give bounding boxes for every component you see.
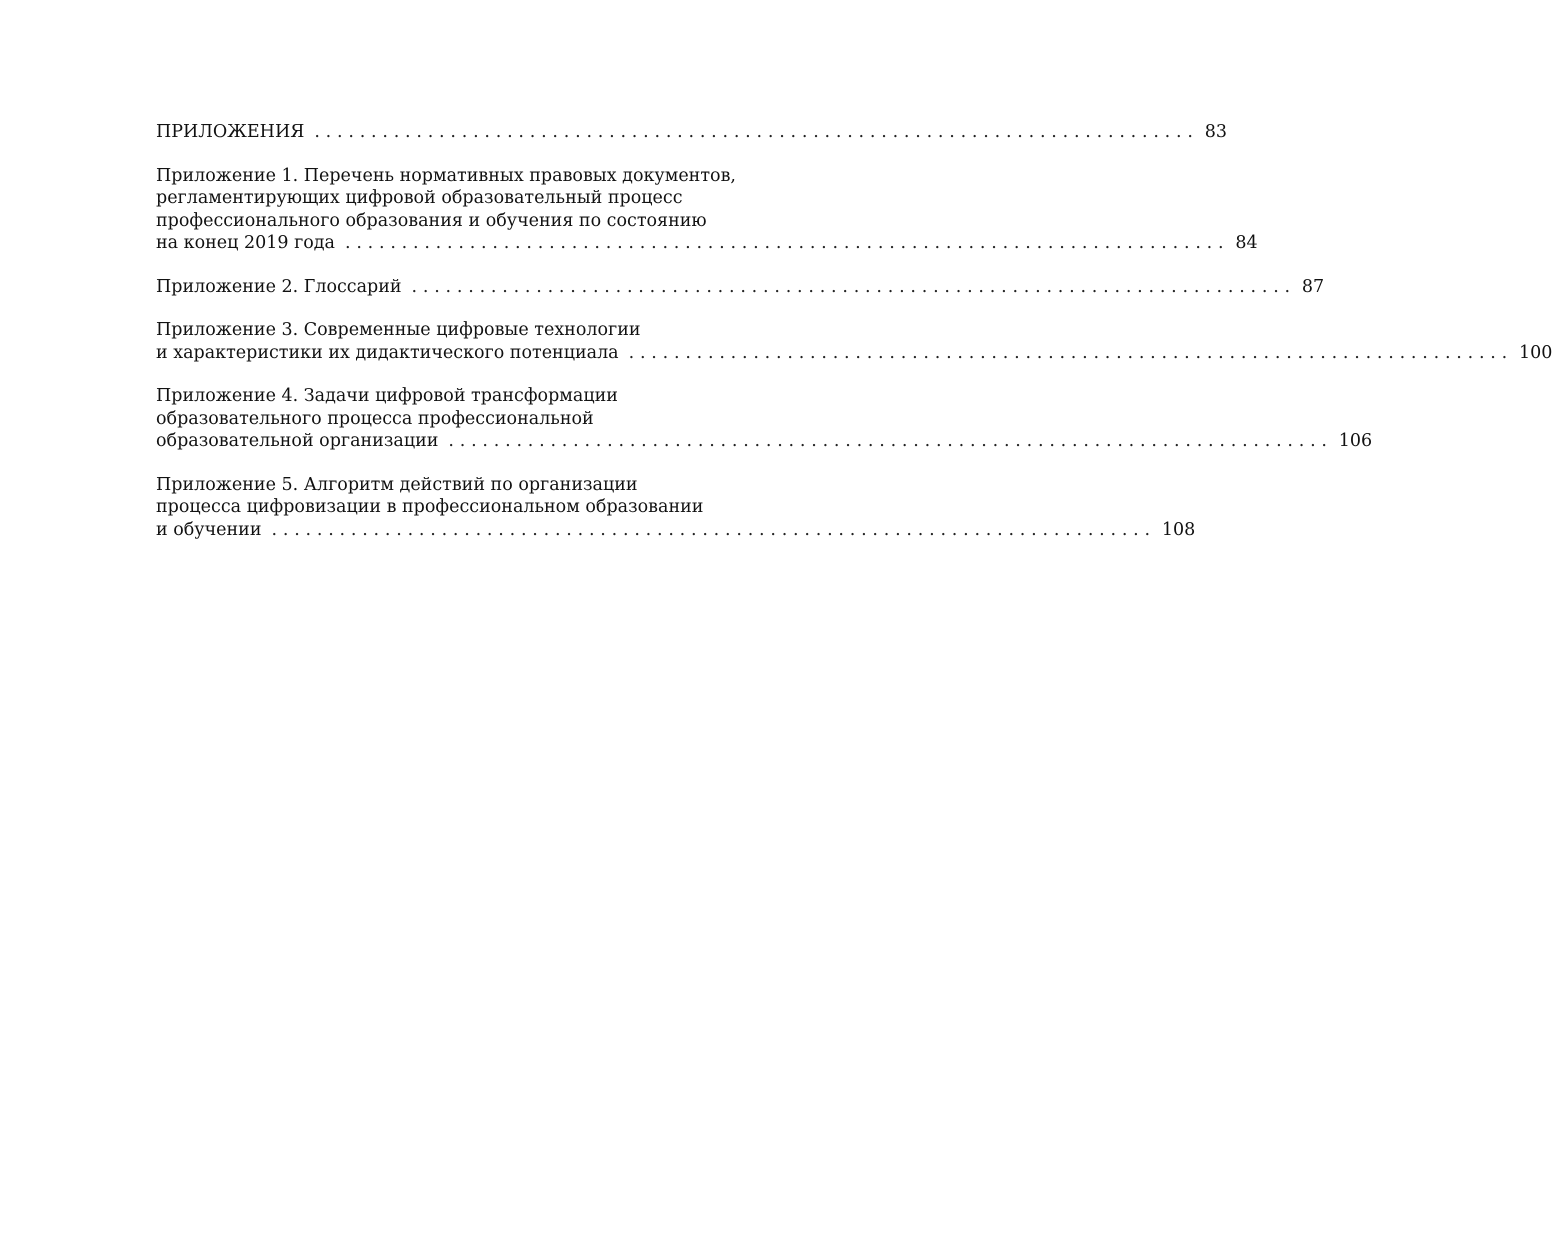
toc-page-number: 100 xyxy=(1518,342,1552,363)
toc-line xyxy=(156,232,1258,255)
table-of-contents xyxy=(156,121,1552,562)
toc-line xyxy=(156,276,1325,299)
toc-entry-title: на конец 2019 года xyxy=(156,233,335,253)
toc-line: процесса цифровизации в профессиональном образовании xyxy=(156,497,704,517)
toc-entry-title: Приложение 2. Глоссарий xyxy=(156,276,402,297)
toc-page-number: 84 xyxy=(1235,233,1258,253)
toc-line: профессионального образования и обучения по состоянию xyxy=(156,210,707,231)
dot-leader: .............................................................................. xyxy=(314,122,1199,142)
toc-entry-title: и обучении xyxy=(156,519,262,540)
toc-entry-appendix-1[interactable] xyxy=(156,165,1258,255)
toc-line: Приложение 5. Алгоритм действий по организации xyxy=(156,474,638,495)
dot-leader: .............................................................................. xyxy=(344,233,1230,253)
dot-leader: .............................................................................. xyxy=(448,431,1333,451)
toc-line xyxy=(156,121,1227,144)
toc-line xyxy=(156,519,1196,542)
toc-line: регламентирующих цифровой образовательный процесс xyxy=(156,188,683,208)
dot-leader: .............................................................................. xyxy=(411,276,1296,297)
toc-line: Приложение 1. Перечень нормативных правовых документов, xyxy=(156,165,736,186)
toc-line: Приложение 4. Задачи цифровой трансформации xyxy=(156,386,618,406)
toc-line: Приложение 3. Современные цифровые технологии xyxy=(156,320,641,340)
toc-entry-title: ПРИЛОЖЕНИЯ xyxy=(156,122,305,142)
toc-entry-title: и характеристики их дидактического потенциала xyxy=(156,342,619,363)
toc-entry-appendix-2[interactable] xyxy=(156,276,1325,299)
toc-entry-title: образовательной организации xyxy=(156,431,439,451)
toc-entry-appendix-3[interactable] xyxy=(156,319,1552,364)
toc-line xyxy=(156,342,1552,365)
toc-line xyxy=(156,430,1373,453)
toc-page-number: 106 xyxy=(1338,431,1373,451)
toc-entry-appendix-5[interactable] xyxy=(156,474,1196,542)
dot-leader: .............................................................................. xyxy=(628,342,1513,363)
toc-line: образовательного процесса профессиональной xyxy=(156,408,594,429)
dot-leader: .............................................................................. xyxy=(271,519,1156,540)
toc-page-number: 108 xyxy=(1161,519,1196,540)
toc-entry-appendix-4[interactable] xyxy=(156,385,1373,453)
toc-page-number: 87 xyxy=(1301,276,1325,297)
toc-page-number: 83 xyxy=(1204,122,1227,142)
toc-entry-appendices[interactable] xyxy=(156,121,1227,144)
